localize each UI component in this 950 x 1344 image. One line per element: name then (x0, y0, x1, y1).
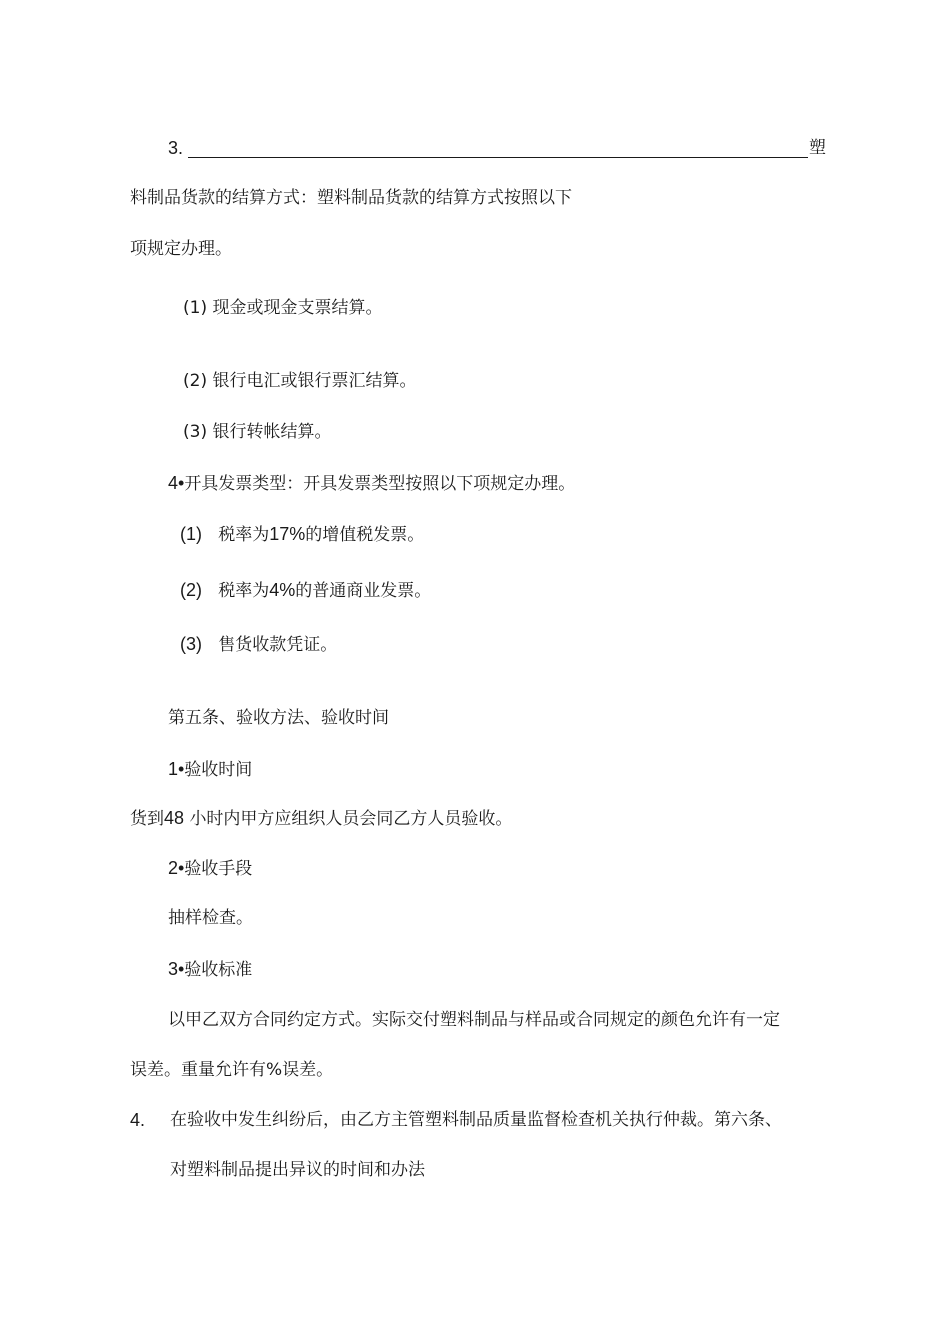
option-marker: (1) (180, 524, 202, 544)
option-marker: (3) (183, 422, 208, 442)
option-marker: (3) (180, 634, 202, 654)
inspection-item-1 (168, 758, 252, 781)
inspection-item-4-body-2: 对塑料制品提出异议的时间和办法 (170, 1160, 425, 1180)
item-title: 验收手段 (184, 859, 253, 879)
option-pre: 税率为 (218, 581, 270, 601)
blank-underline (188, 157, 808, 158)
item-title: 验收时间 (184, 760, 253, 780)
inspection-item-4-body-1: 在验收中发生纠纷后，由乙方主管塑料制品质量监督检查机关执行仲裁。第六条、 (170, 1110, 782, 1130)
section-number: 3. (168, 138, 184, 158)
inspection-item-2 (168, 857, 252, 880)
option-text: 现金或现金支票结算。 (212, 298, 383, 318)
inspection-item-2-body: 抽样检查。 (168, 908, 253, 928)
payment-option-1 (183, 297, 383, 319)
item-number: 4. (130, 1110, 146, 1130)
option-text: 售货收款凭证。 (218, 635, 338, 655)
inspection-item-3-body-2: 误差。重量允许有%误差。 (130, 1060, 334, 1080)
section4-line (168, 472, 575, 495)
option-text: 银行电汇或银行票汇结算。 (212, 371, 417, 391)
item-number: 3• (168, 959, 185, 979)
section3-continuation-2: 项规定办理。 (130, 239, 232, 259)
tax-rate-value: 17% (269, 524, 306, 544)
option-text: 银行转帐结算。 (212, 422, 332, 442)
payment-option-2 (183, 370, 417, 392)
item-number: 1• (168, 759, 185, 779)
inspection-item-3 (168, 958, 252, 981)
body-pre: 货到 (130, 809, 164, 829)
inspection-item-3-body-1: 以甲乙双方合同约定方式。实际交付塑料制品与样品或合同规定的颜色允许有一定 (168, 1010, 780, 1030)
body-post: 小时内甲方应组织人员会同乙方人员验收。 (189, 809, 513, 829)
option-marker: (2) (183, 371, 208, 391)
option-pre: 税率为 (218, 525, 270, 545)
inspection-item-1-body (130, 807, 512, 830)
section-number: 4• (168, 473, 185, 493)
section3-continuation-1: 料制品货款的结算方式：塑料制品货款的结算方式按照以下 (130, 188, 572, 208)
payment-option-3 (183, 421, 332, 443)
option-marker: (2) (180, 580, 202, 600)
inspection-item-4 (130, 1109, 145, 1132)
tax-rate-value: 4% (269, 580, 296, 600)
section3-tail-char: 塑 (809, 138, 826, 158)
invoice-option-3 (180, 633, 337, 656)
option-post: 的普通商业发票。 (295, 581, 432, 601)
option-marker: (1) (183, 298, 208, 318)
item-number: 2• (168, 858, 185, 878)
option-post: 的增值税发票。 (305, 525, 425, 545)
invoice-option-2 (180, 579, 431, 602)
section3-line (168, 137, 183, 160)
article5-heading: 第五条、验收方法、验收时间 (168, 708, 389, 728)
hours-value: 48 (164, 808, 185, 828)
invoice-option-1 (180, 523, 424, 546)
item-title: 验收标准 (184, 960, 253, 980)
section4-text: 开具发票类型：开具发票类型按照以下项规定办理。 (184, 474, 576, 494)
